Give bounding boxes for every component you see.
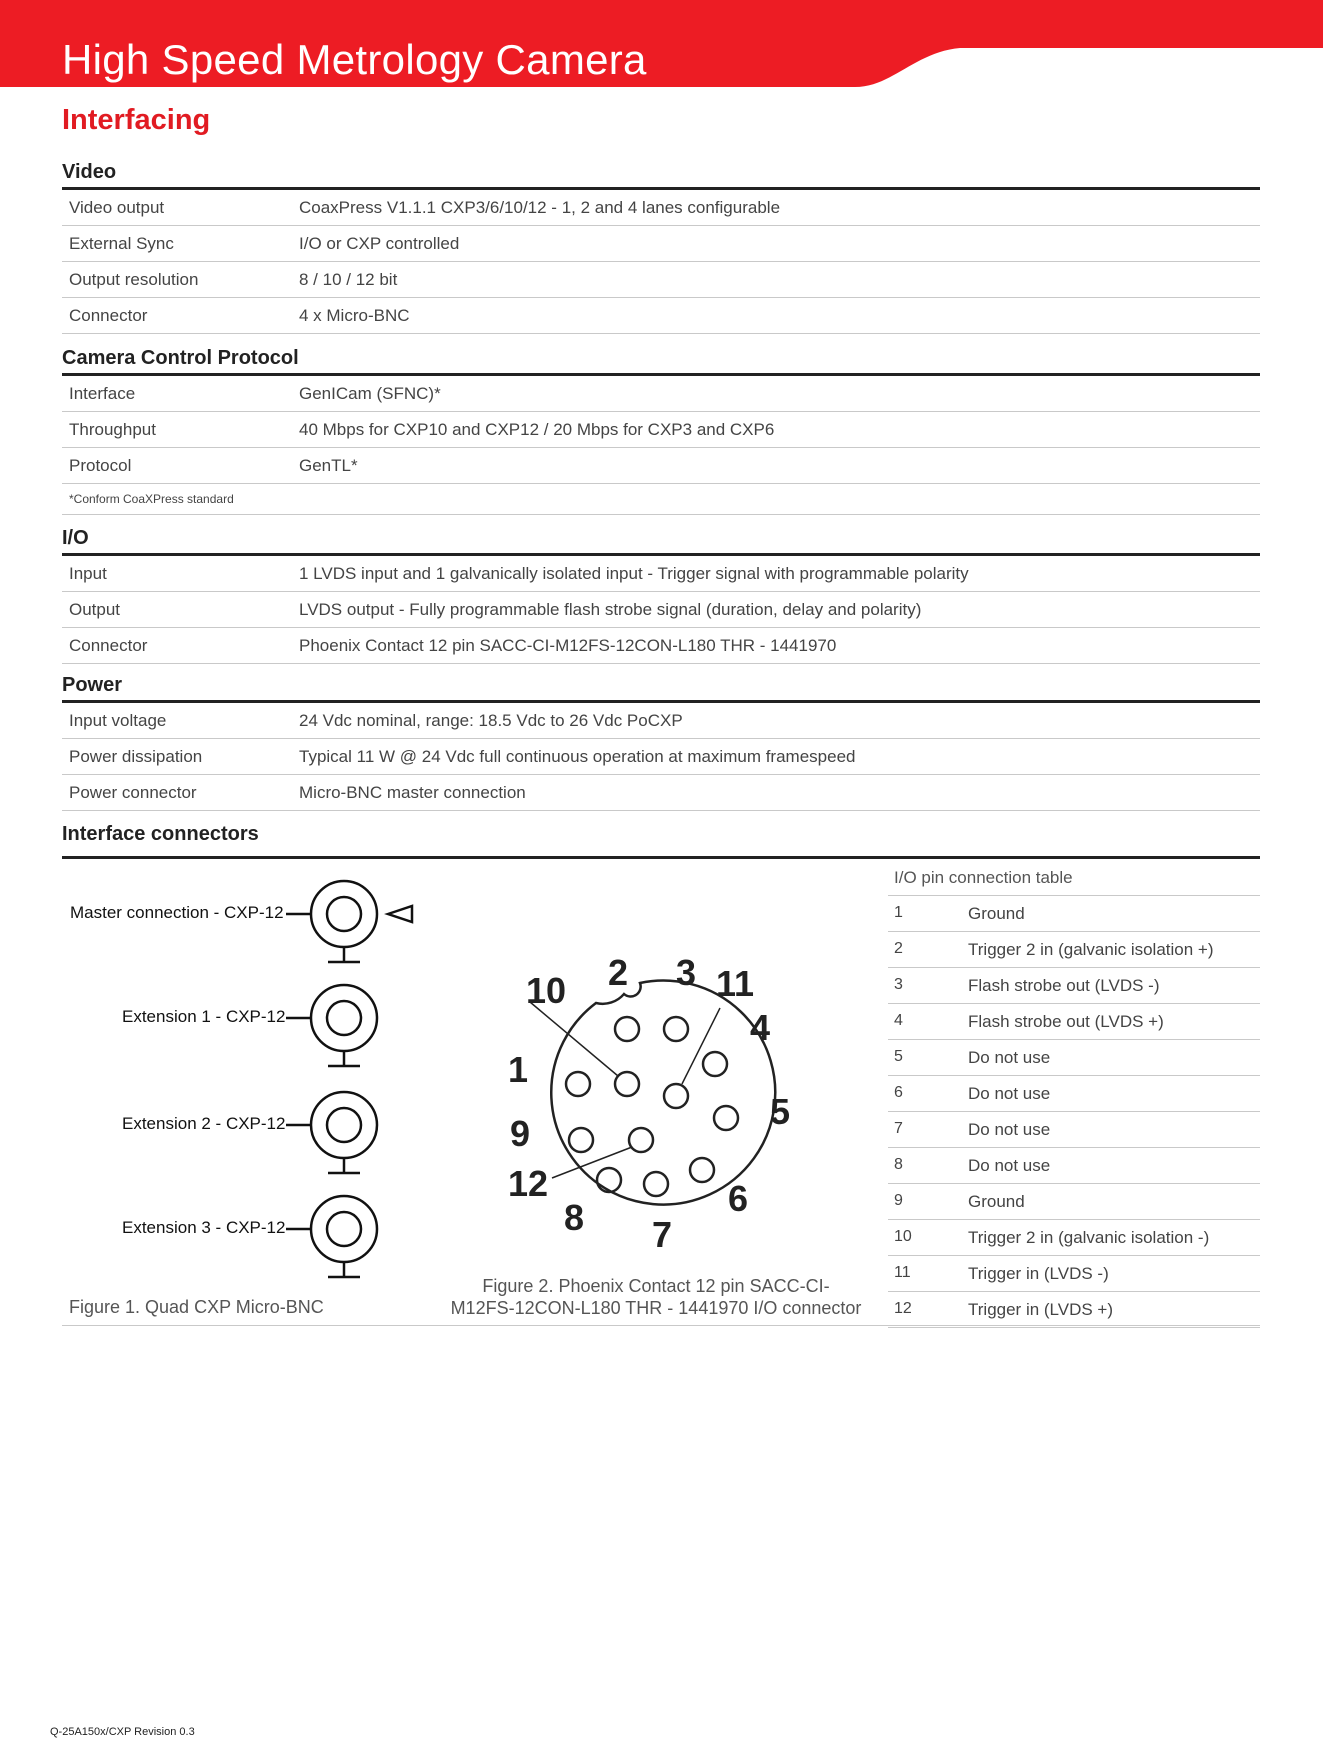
bnc-label-master: Master connection - CXP-12 xyxy=(70,903,284,922)
bnc-connector-extension-3 xyxy=(286,1196,377,1277)
spec-row xyxy=(62,376,1260,412)
spec-row xyxy=(62,448,1260,484)
pin-label-7: 7 xyxy=(652,1214,673,1255)
figure-2-caption-line-2: M12FS-12CON-L180 THR - 1441970 I/O connector xyxy=(450,1298,862,1318)
bnc-connector-extension-1 xyxy=(286,985,377,1066)
figure-2-caption-line-1: Figure 2. Phoenix Contact 12 pin SACC-CI- xyxy=(482,1276,830,1296)
pin-row xyxy=(888,1076,1260,1112)
pin-label-1: 1 xyxy=(508,1049,529,1090)
spec-label: External Sync xyxy=(69,234,174,253)
pin-function: Trigger 2 in (galvanic isolation +) xyxy=(968,940,1214,959)
spec-row xyxy=(62,703,1260,739)
spec-value: LVDS output - Fully programmable flash strobe signal (duration, delay and polarity) xyxy=(299,600,922,619)
power-spec-group xyxy=(62,670,1260,811)
spec-label: Output xyxy=(69,600,121,619)
footnote: *Conform CoaXPress standard xyxy=(69,492,234,506)
pin-number: 3 xyxy=(894,976,903,993)
pin-label-2: 2 xyxy=(608,952,629,993)
pin-number: 9 xyxy=(894,1192,903,1209)
spec-label: Video output xyxy=(69,198,165,217)
pin-row xyxy=(888,896,1260,932)
spec-value: 40 Mbps for CXP10 and CXP12 / 20 Mbps for CXP3 and CXP6 xyxy=(299,420,775,439)
spec-row xyxy=(62,556,1260,592)
pin-label-12: 12 xyxy=(508,1163,549,1204)
spec-value: GenICam (SFNC)* xyxy=(299,384,441,403)
footnote-row xyxy=(62,484,1260,515)
spec-value: 1 LVDS input and 1 galvanically isolated input - Trigger signal with programmable polarity xyxy=(299,564,969,583)
pin-function: Trigger in (LVDS -) xyxy=(968,1264,1109,1283)
bnc-label-extension-3: Extension 3 - CXP-12 xyxy=(122,1218,286,1237)
spec-label: Power connector xyxy=(69,783,197,802)
spec-label: Connector xyxy=(69,636,148,655)
group-heading: I/O xyxy=(62,523,1260,556)
pin-number: 8 xyxy=(894,1156,903,1173)
camera-control-spec-group xyxy=(62,343,1260,515)
spec-row xyxy=(62,190,1260,226)
pin-number: 6 xyxy=(894,1084,903,1101)
pin-function: Trigger in (LVDS +) xyxy=(968,1300,1114,1319)
spec-value: Phoenix Contact 12 pin SACC-CI-M12FS-12CON-L180 THR - 1441970 xyxy=(299,636,837,655)
spec-value: GenTL* xyxy=(299,456,358,475)
pin-function: Do not use xyxy=(968,1084,1051,1103)
document-title: High Speed Metrology Camera xyxy=(62,36,647,83)
spec-row xyxy=(62,226,1260,262)
pin-label-6: 6 xyxy=(728,1178,749,1219)
spec-label: Protocol xyxy=(69,456,132,475)
spec-row xyxy=(62,298,1260,334)
pin-function: Flash strobe out (LVDS -) xyxy=(968,976,1160,995)
spec-row xyxy=(62,775,1260,811)
spec-value: Typical 11 W @ 24 Vdc full continuous operation at maximum framespeed xyxy=(299,747,856,766)
spec-row xyxy=(62,592,1260,628)
spec-value: 24 Vdc nominal, range: 18.5 Vdc to 26 Vdc PoCXP xyxy=(299,711,683,730)
pin-row xyxy=(888,1112,1260,1148)
video-spec-group xyxy=(62,157,1260,334)
pin-function: Do not use xyxy=(968,1156,1051,1175)
section-title: Interfacing xyxy=(62,104,211,136)
pin-number: 12 xyxy=(894,1300,912,1317)
pin-number: 1 xyxy=(894,904,903,921)
pin-row xyxy=(888,1004,1260,1040)
pin-row xyxy=(888,1220,1260,1256)
pin-table-title: I/O pin connection table xyxy=(888,860,1260,896)
bnc-connector-extension-2 xyxy=(286,1092,377,1173)
pin-number: 10 xyxy=(894,1228,912,1245)
revision-footer: Q-25A150x/CXP Revision 0.3 xyxy=(50,1726,195,1738)
pin-label-11: 11 xyxy=(716,963,755,1004)
spec-row xyxy=(62,412,1260,448)
pin-number: 5 xyxy=(894,1048,903,1065)
spec-row xyxy=(62,739,1260,775)
spec-value: I/O or CXP controlled xyxy=(299,234,460,253)
group-heading: Video xyxy=(62,157,1260,190)
spec-label: Interface xyxy=(69,384,136,403)
pin-label-9: 9 xyxy=(510,1113,531,1154)
pin-label-10: 10 xyxy=(526,970,567,1011)
pin-number: 11 xyxy=(894,1264,911,1281)
pin-row xyxy=(888,1148,1260,1184)
interface-connectors-heading: Interface connectors xyxy=(62,823,259,845)
spec-value: 8 / 10 / 12 bit xyxy=(299,270,398,289)
pin-function: Trigger 2 in (galvanic isolation -) xyxy=(968,1228,1210,1247)
spec-value: 4 x Micro-BNC xyxy=(299,306,410,325)
pin-function: Flash strobe out (LVDS +) xyxy=(968,1012,1164,1031)
connector-pins xyxy=(566,1017,738,1196)
heading-rule xyxy=(62,856,1260,859)
group-heading: Power xyxy=(62,670,1260,703)
spec-value: CoaxPress V1.1.1 CXP3/6/10/12 - 1, 2 and 4 lanes configurable xyxy=(299,198,781,217)
spec-label: Input xyxy=(69,564,107,583)
pin-label-5: 5 xyxy=(770,1091,791,1132)
io-pin-connection-table xyxy=(888,860,1260,1328)
spec-label: Output resolution xyxy=(69,270,199,289)
pin-function: Ground xyxy=(968,1192,1025,1211)
spec-row xyxy=(62,628,1260,664)
pin-function: Ground xyxy=(968,904,1025,923)
pin-number: 2 xyxy=(894,940,903,957)
io-spec-group xyxy=(62,523,1260,664)
pin-function: Do not use xyxy=(968,1120,1051,1139)
spec-value: Micro-BNC master connection xyxy=(299,783,526,802)
spec-label: Power dissipation xyxy=(69,747,203,766)
spec-label: Throughput xyxy=(69,420,156,439)
bnc-connector-master xyxy=(286,881,412,962)
pin-number: 7 xyxy=(894,1120,903,1137)
leader-lines xyxy=(530,1002,720,1178)
pin-row xyxy=(888,1256,1260,1292)
pin-number: 4 xyxy=(894,1012,903,1029)
pin-row xyxy=(888,1184,1260,1220)
pin-row xyxy=(888,1040,1260,1076)
pin-label-8: 8 xyxy=(564,1197,585,1238)
bnc-label-extension-1: Extension 1 - CXP-12 xyxy=(122,1007,286,1026)
spec-label: Input voltage xyxy=(69,711,167,730)
pin-function: Do not use xyxy=(968,1048,1051,1067)
pin-row xyxy=(888,932,1260,968)
connectors-bottom-rule xyxy=(62,1325,1260,1326)
pin-label-3: 3 xyxy=(676,952,697,993)
pin-label-4: 4 xyxy=(750,1007,771,1048)
group-heading: Camera Control Protocol xyxy=(62,343,1260,376)
pin-row xyxy=(888,968,1260,1004)
spec-row xyxy=(62,262,1260,298)
figure-2-caption xyxy=(446,1275,866,1319)
pin-row xyxy=(888,1292,1260,1328)
spec-label: Connector xyxy=(69,306,148,325)
bnc-label-extension-2: Extension 2 - CXP-12 xyxy=(122,1114,286,1133)
figure-1-caption: Figure 1. Quad CXP Micro-BNC xyxy=(69,1297,324,1317)
